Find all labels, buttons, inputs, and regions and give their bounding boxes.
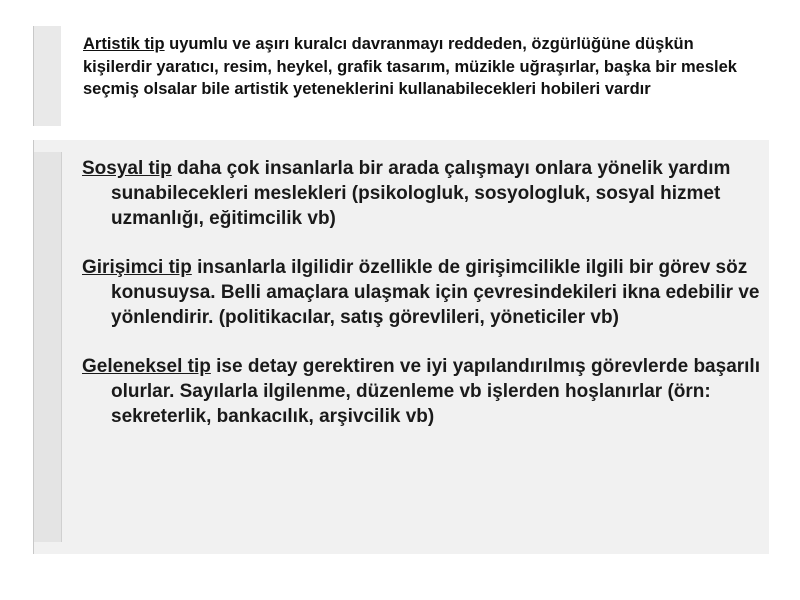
content-box xyxy=(33,140,769,554)
item-description: ise detay gerektiren ve iyi yapılandırılmış görevlerde başarılı olurlar. Sayılarla ilgilenme, düzenleme vb işlerden hoşlanırlar (örn: sekreterlik, bankacılık, arşivcilik vb) xyxy=(111,356,760,427)
item-description: insanlarla ilgilidir özellikle de girişimcilikle ilgili bir görev söz konusuysa. Belli amaçlara ulaşmak için çevresindekileri ikna edebilir ve yönlendirir. (politikacılar, satış görevlileri, yöneticiler vb) xyxy=(111,257,760,328)
title-description: uyumlu ve aşırı kuralcı davranmayı reddeden, özgürlüğüne düşkün kişilerdir yaratıcı, resim, heykel, grafik tasarım, müzikle uğraşırlar, başka bir meslek seçmiş olsalar bile artistik yeteneklerini kullanabilecekleri hobileri vardır xyxy=(83,35,737,98)
item-term: Sosyal tip xyxy=(82,158,172,179)
item-term: Geleneksel tip xyxy=(82,356,211,377)
slide-title xyxy=(83,33,763,101)
list-item-girisimci xyxy=(82,255,762,330)
item-description: daha çok insanlarla bir arada çalışmayı onlara yönelik yardım sunabilecekleri meslekleri (psikologluk, sosyologluk, sosyal hizmet uzmanlığı, eğitimcilik vb) xyxy=(111,158,731,229)
list-item-sosyal xyxy=(82,156,762,231)
title-box xyxy=(33,26,769,126)
list-item-geleneksel xyxy=(82,354,762,429)
type-list xyxy=(82,156,762,453)
item-term: Girişimci tip xyxy=(82,257,192,278)
title-term: Artistik tip xyxy=(83,35,165,53)
